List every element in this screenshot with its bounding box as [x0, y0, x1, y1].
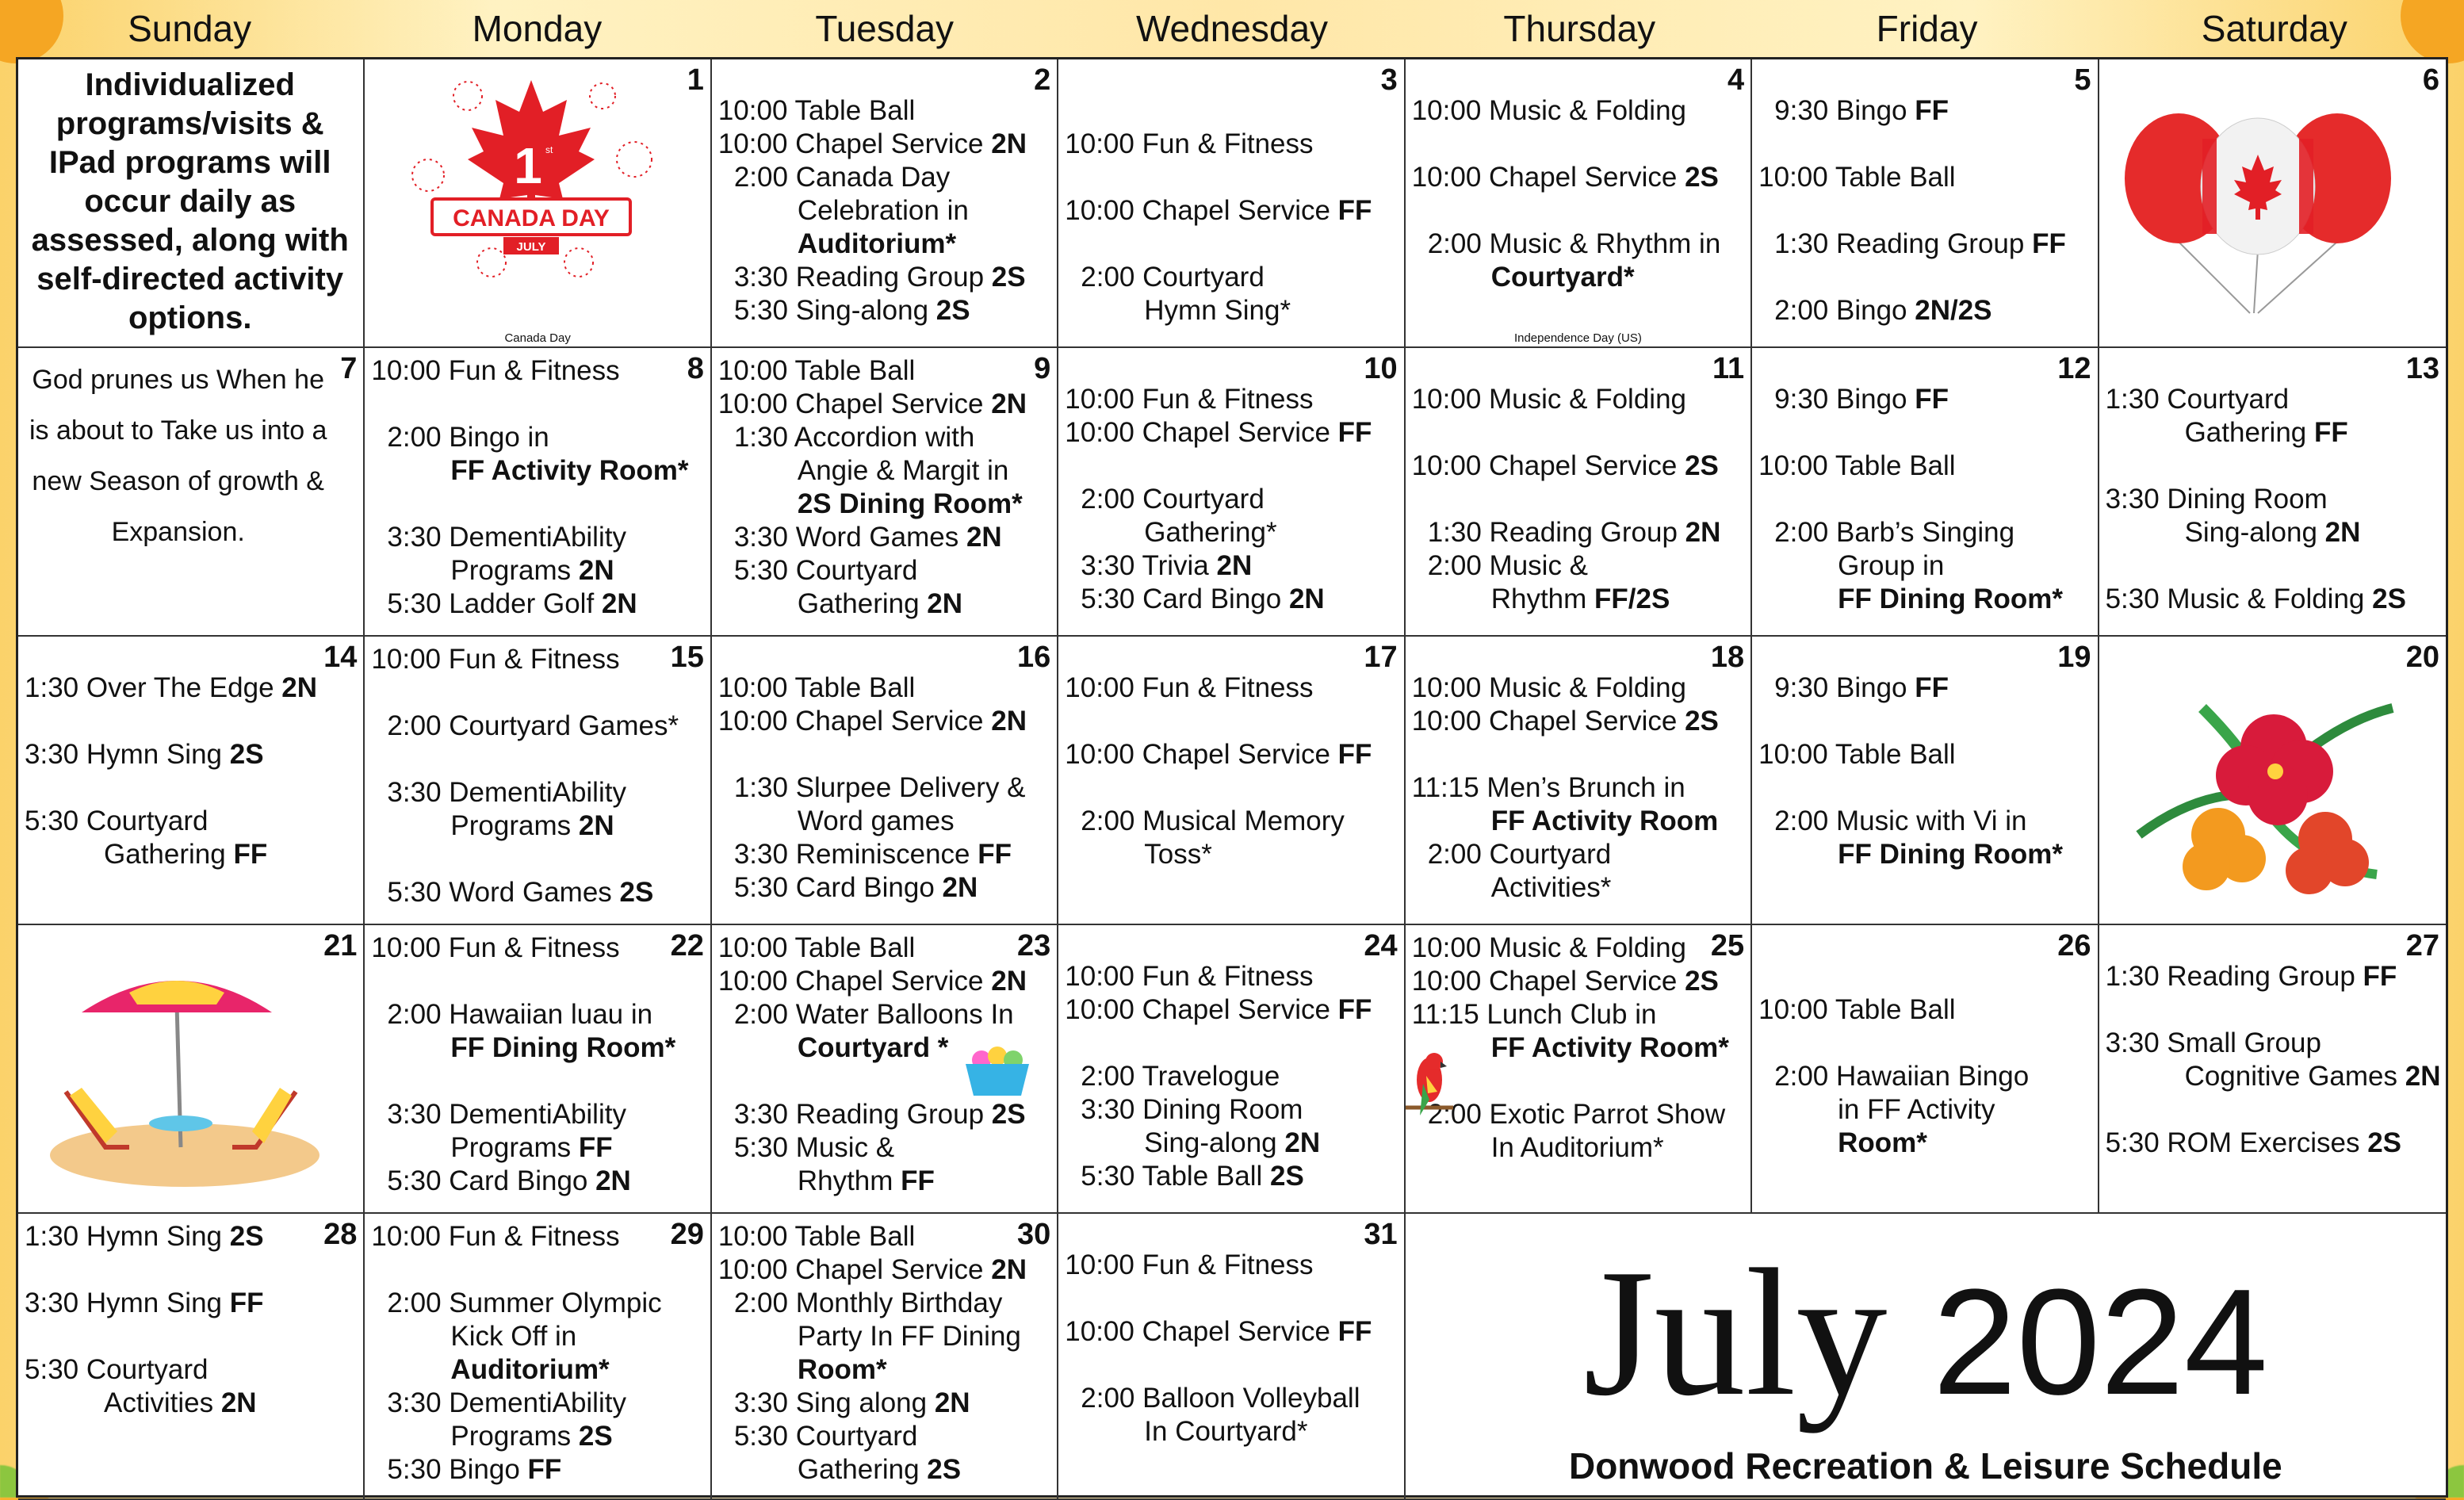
- weekday-label: Thursday: [1503, 8, 1656, 49]
- event-line: 3:30 DementiAbility: [387, 1387, 626, 1418]
- event-line: FF Activity Room*: [450, 455, 689, 486]
- day-number: 1: [684, 63, 704, 98]
- calendar-day: [1058, 637, 1405, 925]
- day-number: 4: [1724, 63, 1744, 98]
- event-line: 9:30 Bingo FF: [1774, 95, 1949, 126]
- event-line: Word games: [797, 805, 955, 836]
- hibiscus-flowers-icon: [2107, 660, 2424, 914]
- parrot-icon: [1406, 1044, 1453, 1131]
- event-line: 2:00 Monthly Birthday: [733, 1288, 1003, 1318]
- water-balloon-bucket-icon: [958, 1036, 1037, 1100]
- event-line: Hymn Sing*: [1144, 295, 1291, 326]
- event-line: 5:30 Card Bingo 2N: [387, 1165, 631, 1196]
- event-line: 3:30 Hymn Sing FF: [25, 1288, 264, 1318]
- calendar-day: [18, 637, 365, 925]
- event-line: 5:30 Card Bingo 2N: [1081, 584, 1325, 614]
- event-line: 9:30 Bingo FF: [1774, 384, 1949, 415]
- event-line: 10:00 Table Ball: [717, 672, 916, 703]
- event-line: 10:00 Chapel Service 2S: [1411, 966, 1719, 997]
- day-number: 21: [320, 928, 357, 963]
- calendar-day: [2099, 348, 2446, 637]
- inspirational-quote: God prunes us When he is about to Take us into a new Season of growth & Expansion.: [29, 365, 327, 547]
- event-line: Gathering 2S: [797, 1454, 962, 1485]
- event-line: 10:00 Chapel Service 2S: [1411, 450, 1719, 481]
- event-line: 3:30 DementiAbility: [387, 1099, 626, 1130]
- event-line: 3:30 Dining Room: [1081, 1094, 1303, 1125]
- calendar-day: [365, 348, 711, 637]
- event-line: 10:00 Table Ball: [1758, 450, 1956, 481]
- day-number: 25: [1708, 928, 1744, 963]
- event-line: FF Dining Room*: [1838, 839, 2063, 870]
- event-line: Activities*: [1490, 872, 1612, 903]
- event-line: 10:00 Fun & Fitness: [1065, 961, 1314, 992]
- event-line: 2:00 Hawaiian luau in: [387, 999, 653, 1030]
- event-line: 10:00 Table Ball: [717, 1221, 916, 1252]
- event-line: 2:00 Courtyard: [1081, 484, 1265, 515]
- event-line: Room*: [1838, 1127, 1927, 1158]
- event-line: 10:00 Music & Folding: [1411, 672, 1686, 703]
- event-line: 10:00 Chapel Service 2N: [717, 966, 1027, 997]
- calendar-day: [1406, 637, 1752, 925]
- event-line: In Courtyard*: [1144, 1416, 1308, 1447]
- weekday-label: Sunday: [128, 8, 252, 49]
- event-line: 9:30 Bingo FF: [1774, 672, 1949, 703]
- calendar-day: [712, 1214, 1058, 1500]
- event-line: 5:30 Music & Folding 2S: [2105, 584, 2406, 614]
- event-line: 10:00 Chapel Service 2N: [717, 1254, 1027, 1285]
- event-line: 1:30 Hymn Sing 2S: [25, 1221, 264, 1252]
- day-number: 23: [1014, 928, 1050, 963]
- day-number: 29: [668, 1217, 704, 1252]
- calendar-day: [1752, 637, 2099, 925]
- event-line: 11:15 Lunch Club in: [1411, 999, 1657, 1030]
- day-number: 11: [1709, 351, 1744, 386]
- event-line: 3:30 Reading Group 2S: [733, 1099, 1026, 1130]
- weekday-label: Tuesday: [815, 8, 955, 49]
- event-line: FF Dining Room*: [1838, 584, 2063, 614]
- event-line: 5:30 Courtyard: [25, 1354, 209, 1385]
- event-line: FF Dining Room*: [450, 1032, 676, 1063]
- event-line: 3:30 Small Group: [2105, 1027, 2321, 1058]
- event-line: 10:00 Chapel Service FF: [1065, 417, 1372, 448]
- event-line: 2:00 Courtyard: [1081, 262, 1265, 293]
- event-line: Party In FF Dining: [797, 1321, 1021, 1352]
- event-line: 5:30 Table Ball 2S: [1081, 1161, 1304, 1192]
- event-line: 10:00 Table Ball: [1758, 162, 1956, 193]
- event-line: 10:00 Music & Folding: [1411, 384, 1686, 415]
- calendar-day: [1058, 59, 1405, 348]
- calendar-day: [365, 59, 711, 348]
- event-line: 11:15 Men’s Brunch in: [1411, 772, 1685, 803]
- event-line: Programs 2S: [450, 1421, 613, 1452]
- day-number: 10: [1360, 351, 1397, 386]
- calendar-day: [2099, 59, 2446, 348]
- event-line: 2:00 Bingo 2N/2S: [1774, 295, 1992, 326]
- event-line: 10:00 Chapel Service 2S: [1411, 162, 1719, 193]
- event-line: 2:00 Courtyard Games*: [387, 710, 679, 741]
- calendar-grid: [16, 57, 2448, 1498]
- event-line: FF Activity Room: [1490, 805, 1719, 836]
- event-line: Rhythm FF/2S: [1490, 584, 1670, 614]
- event-line: Auditorium*: [450, 1354, 610, 1385]
- individualized-programs-note: Individualized programs/visits & IPad programs will occur daily as assessed, along with self-directed activity options.: [31, 67, 349, 335]
- event-line: 3:30 Dining Room: [2105, 484, 2328, 515]
- event-line: 10:00 Chapel Service FF: [1065, 739, 1372, 770]
- event-line: 10:00 Chapel Service 2N: [717, 128, 1027, 159]
- day-number: 5: [2071, 63, 2091, 98]
- event-line: 3:30 Reminiscence FF: [733, 839, 1012, 870]
- day-number: 17: [1360, 640, 1397, 675]
- event-line: Group in: [1838, 550, 1945, 581]
- event-line: Auditorium*: [797, 228, 957, 259]
- day-number: 31: [1360, 1217, 1397, 1252]
- event-line: 1:30 Reading Group FF: [1774, 228, 2066, 259]
- day-number: 22: [668, 928, 704, 963]
- event-line: 2:00 Music with Vi in: [1774, 805, 2027, 836]
- day-number: 18: [1708, 640, 1744, 675]
- event-line: 1:30 Slurpee Delivery &: [733, 772, 1026, 803]
- event-line: In Auditorium*: [1490, 1132, 1664, 1163]
- event-line: Cognitive Games 2N: [2184, 1061, 2441, 1092]
- event-line: 10:00 Chapel Service FF: [1065, 994, 1372, 1025]
- beach-umbrella-chairs-icon: [34, 957, 335, 1195]
- event-line: Gathering FF: [2184, 417, 2348, 448]
- event-line: 2:00 Water Balloons In: [733, 999, 1014, 1030]
- event-line: 3:30 Word Games 2N: [733, 522, 1002, 553]
- day-number: 26: [2054, 928, 2091, 963]
- canada-day-banner: CANADA DAY: [453, 205, 610, 232]
- event-line: Room*: [797, 1354, 887, 1385]
- event-line: Sing-along 2N: [2184, 517, 2361, 548]
- day-number: 9: [1031, 351, 1050, 386]
- event-line: 10:00 Chapel Service 2N: [717, 706, 1027, 737]
- day-number: 12: [2054, 351, 2091, 386]
- calendar-day: [365, 1214, 711, 1500]
- event-line: 5:30 Courtyard: [733, 555, 918, 586]
- event-line: Toss*: [1144, 839, 1212, 870]
- calendar-day: [712, 348, 1058, 637]
- event-line: 5:30 Courtyard: [25, 805, 209, 836]
- calendar-day: [18, 1214, 365, 1500]
- event-line: 3:30 DementiAbility: [387, 777, 626, 808]
- event-line: Gathering FF: [104, 839, 268, 870]
- day-number: 30: [1014, 1217, 1050, 1252]
- day-number: 27: [2403, 928, 2439, 963]
- event-line: 3:30 Reading Group 2S: [733, 262, 1026, 293]
- event-line: Angie & Margit in: [797, 455, 1009, 486]
- event-line: 10:00 Fun & Fitness: [371, 1221, 620, 1252]
- day-number: 19: [2054, 640, 2091, 675]
- event-line: 2:00 Music &: [1427, 550, 1589, 581]
- year: 2024: [1932, 1258, 2268, 1426]
- event-line: 10:00 Table Ball: [717, 932, 916, 963]
- day-number: 2: [1031, 63, 1050, 98]
- event-line: 2:00 Courtyard: [1427, 839, 1612, 870]
- event-line: 10:00 Table Ball: [717, 95, 916, 126]
- event-line: 10:00 Fun & Fitness: [1065, 384, 1314, 415]
- event-line: in FF Activity: [1838, 1094, 1995, 1125]
- month-name: July: [1583, 1231, 1888, 1433]
- weekday-header: [16, 0, 2448, 57]
- event-line: 10:00 Chapel Service FF: [1065, 1316, 1372, 1347]
- schedule-subtitle: Donwood Recreation & Leisure Schedule: [1568, 1445, 2282, 1487]
- event-line: 10:00 Table Ball: [1758, 739, 1956, 770]
- day-number: 3: [1378, 63, 1398, 98]
- day-number: 16: [1014, 640, 1050, 675]
- event-line: 5:30 Courtyard: [733, 1421, 918, 1452]
- event-line: Gathering*: [1144, 517, 1277, 548]
- calendar-day: [365, 925, 711, 1214]
- event-line: Programs 2N: [450, 810, 614, 841]
- calendar-day: [1406, 925, 1752, 1214]
- event-line: Activities 2N: [104, 1387, 257, 1418]
- calendar-day: [365, 637, 711, 925]
- event-line: 10:00 Chapel Service 2N: [717, 388, 1027, 419]
- event-line: 2S Dining Room*: [797, 488, 1023, 519]
- event-line: 1:30 Reading Group 2N: [1427, 517, 1721, 548]
- event-line: 1:30 Courtyard: [2105, 384, 2290, 415]
- event-line: 2:00 Music & Rhythm in: [1427, 228, 1721, 259]
- event-line: Gathering 2N: [797, 588, 963, 619]
- calendar-day: [1406, 59, 1752, 348]
- calendar-day: [1752, 348, 2099, 637]
- event-line: Programs FF: [450, 1132, 613, 1163]
- calendar-day: [712, 925, 1058, 1214]
- calendar-day: [1752, 59, 2099, 348]
- event-line: 5:30 Ladder Golf 2N: [387, 588, 637, 619]
- weekday-label: Monday: [472, 8, 603, 49]
- event-line: 2:00 Hawaiian Bingo: [1774, 1061, 2030, 1092]
- event-line: Sing-along 2N: [1144, 1127, 1321, 1158]
- event-line: 3:30 Trivia 2N: [1081, 550, 1253, 581]
- calendar-day: [1406, 348, 1752, 637]
- event-line: 5:30 Word Games 2S: [387, 877, 654, 908]
- event-line: FF Activity Room*: [1490, 1032, 1729, 1063]
- event-line: 1:30 Accordion with: [733, 422, 975, 453]
- day-number: 13: [2403, 351, 2439, 386]
- event-line: 1:30 Reading Group FF: [2105, 961, 2397, 992]
- calendar-day: [1058, 925, 1405, 1214]
- month-title: [1406, 1231, 2446, 1437]
- event-line: 10:00 Fun & Fitness: [371, 355, 620, 386]
- event-line: Kick Off in: [450, 1321, 577, 1352]
- event-line: 5:30 Card Bingo 2N: [733, 872, 978, 903]
- event-line: 10:00 Music & Folding: [1411, 932, 1686, 963]
- event-line: 5:30 Sing-along 2S: [733, 295, 970, 326]
- canada-day-badge-suffix: st: [545, 144, 553, 155]
- day-number: 7: [337, 351, 357, 386]
- event-line: 5:30 ROM Exercises 2S: [2105, 1127, 2402, 1158]
- day-number: 24: [1360, 928, 1397, 963]
- event-line: 2:00 Travelogue: [1081, 1061, 1280, 1092]
- day-number: 28: [320, 1217, 357, 1252]
- calendar-cell-note: [18, 59, 365, 348]
- weekday-label: Wednesday: [1135, 8, 1329, 49]
- day-number: 6: [2420, 63, 2439, 98]
- event-line: 5:30 Music &: [733, 1132, 895, 1163]
- event-line: Celebration in: [797, 195, 969, 226]
- calendar-day: [18, 925, 365, 1214]
- calendar-day: [712, 637, 1058, 925]
- day-number: 8: [684, 351, 704, 386]
- event-line: 2:00 Bingo in: [387, 422, 549, 453]
- calendar-day: [712, 59, 1058, 348]
- event-line: 5:30 Bingo FF: [387, 1454, 562, 1485]
- event-line: 10:00 Chapel Service 2S: [1411, 706, 1719, 737]
- canada-day-graphic: [396, 64, 666, 294]
- calendar-day: [1752, 925, 2099, 1214]
- calendar-day: [18, 348, 365, 637]
- event-line: 2:00 Summer Olympic: [387, 1288, 662, 1318]
- month-title-block: [1406, 1214, 2446, 1500]
- event-line: 2:00 Balloon Volleyball: [1081, 1383, 1360, 1414]
- event-line: Courtyard*: [1490, 262, 1635, 293]
- weekday-label: Friday: [1876, 8, 1978, 49]
- event-line: 3:30 DementiAbility: [387, 522, 626, 553]
- event-line: Programs 2N: [450, 555, 614, 586]
- event-line: 10:00 Fun & Fitness: [1065, 128, 1314, 159]
- canada-day-badge: 1: [514, 137, 543, 194]
- event-line: 10:00 Music & Folding: [1411, 95, 1686, 126]
- event-line: Rhythm FF: [797, 1165, 935, 1196]
- canada-balloons-icon: [2115, 91, 2401, 329]
- holiday-caption: Independence Day (US): [1513, 331, 1642, 345]
- event-line: 10:00 Fun & Fitness: [371, 932, 620, 963]
- event-line: 3:30 Hymn Sing 2S: [25, 739, 264, 770]
- calendar-day: [1058, 348, 1405, 637]
- day-number: 20: [2403, 640, 2439, 675]
- event-line: 1:30 Over The Edge 2N: [25, 672, 318, 703]
- event-line: 3:30 Sing along 2N: [733, 1387, 970, 1418]
- day-number: 15: [668, 640, 704, 675]
- event-line: 2:00 Canada Day: [733, 162, 951, 193]
- day-number: 14: [320, 640, 357, 675]
- event-line: 10:00 Fun & Fitness: [1065, 1249, 1314, 1280]
- calendar-day: [2099, 637, 2446, 925]
- weekday-label: Saturday: [2201, 8, 2347, 49]
- event-line: 2:00 Exotic Parrot Show: [1427, 1099, 1726, 1130]
- holiday-caption: Canada Day: [504, 331, 571, 345]
- event-line: 10:00 Fun & Fitness: [1065, 672, 1314, 703]
- event-line: 10:00 Chapel Service FF: [1065, 195, 1372, 226]
- event-line: 2:00 Musical Memory: [1081, 805, 1345, 836]
- event-line: 10:00 Table Ball: [717, 355, 916, 386]
- calendar-day: [2099, 925, 2446, 1214]
- event-line: 10:00 Fun & Fitness: [371, 644, 620, 675]
- canada-day-ribbon: JULY: [516, 240, 546, 254]
- calendar-day: [1058, 1214, 1405, 1500]
- event-line: 10:00 Table Ball: [1758, 994, 1956, 1025]
- event-line: 2:00 Barb’s Singing: [1774, 517, 2015, 548]
- event-line: Courtyard *: [797, 1032, 949, 1063]
